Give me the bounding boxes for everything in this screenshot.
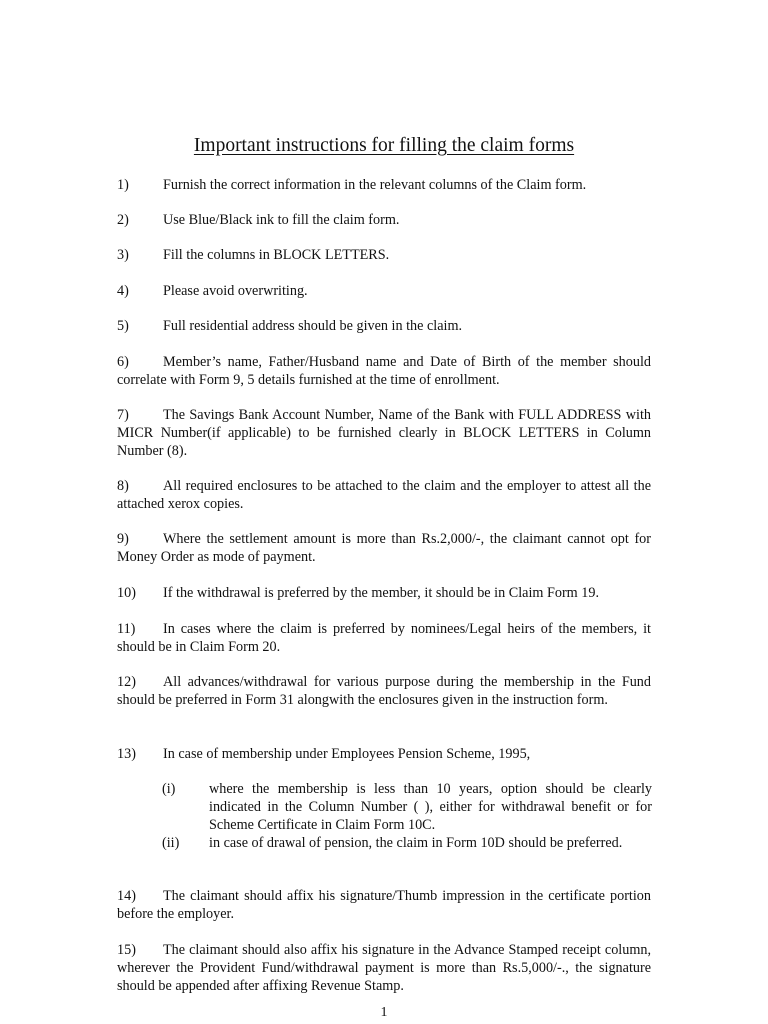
item-text: Full residential address should be given in the claim. bbox=[163, 318, 463, 334]
item-number: 13) bbox=[117, 746, 136, 762]
instruction-item-8 bbox=[117, 477, 651, 513]
page-number: 1 bbox=[380, 1005, 388, 1020]
item-number: 8) bbox=[117, 478, 129, 494]
item-number: 10) bbox=[117, 585, 136, 601]
instruction-item-4 bbox=[117, 282, 651, 300]
page-title bbox=[0, 134, 768, 158]
sub-item-number: (i) bbox=[162, 781, 176, 797]
item-number: 4) bbox=[117, 283, 129, 299]
item-number: 7) bbox=[117, 407, 129, 423]
item-text: Furnish the correct information in the relevant columns of the Claim form. bbox=[163, 177, 587, 193]
item-number: 12) bbox=[117, 674, 136, 690]
item-text: The claimant should affix his signature/Thumb impression in the certificate portion before the employer. bbox=[117, 888, 651, 922]
item-text: Where the settlement amount is more than Rs.2,000/-, the claimant cannot opt for Money Order as mode of payment. bbox=[117, 531, 651, 565]
sub-item-text: where the membership is less than 10 years, option should be clearly indicated in the Column Number ( ), either for withdrawal benefit or for Scheme Certificate in Claim Form 10C. bbox=[209, 781, 652, 833]
instruction-item-11 bbox=[117, 620, 651, 656]
instruction-item-14 bbox=[117, 887, 651, 923]
item-number: 1) bbox=[117, 177, 129, 193]
item-number: 14) bbox=[117, 888, 136, 904]
sub-item-text: in case of drawal of pension, the claim in Form 10D should be preferred. bbox=[209, 835, 623, 851]
item-number: 15) bbox=[117, 942, 136, 958]
item-text: The claimant should also affix his signature in the Advance Stamped receipt column, wherever the Provident Fund/withdrawal payment is more than Rs.5,000/-., the signature should be appended after affixing Revenue Stamp. bbox=[117, 942, 651, 994]
title-text: Important instructions for filling the claim forms bbox=[193, 135, 575, 156]
instruction-item-6 bbox=[117, 353, 651, 389]
item-number: 3) bbox=[117, 247, 129, 263]
item-number: 9) bbox=[117, 531, 129, 547]
item-number: 6) bbox=[117, 354, 129, 370]
sub-item-i bbox=[162, 780, 652, 834]
instruction-item-10 bbox=[117, 584, 651, 602]
item-text: Fill the columns in BLOCK LETTERS. bbox=[163, 247, 390, 263]
instruction-item-12 bbox=[117, 673, 651, 709]
item-text: In cases where the claim is preferred by nominees/Legal heirs of the members, it should be in Claim Form 20. bbox=[117, 621, 651, 655]
instruction-item-3 bbox=[117, 246, 651, 264]
item-number: 2) bbox=[117, 212, 129, 228]
instruction-item-2 bbox=[117, 211, 651, 229]
item-text: The Savings Bank Account Number, Name of the Bank with FULL ADDRESS with MICR Number(if applicable) to be furnished clearly in BLOCK LETTERS in Column Number (8). bbox=[117, 407, 651, 459]
instruction-item-5 bbox=[117, 317, 651, 335]
item-text: All advances/withdrawal for various purpose during the membership in the Fund should be preferred in Form 31 alongwith the enclosures given in the instruction form. bbox=[117, 674, 651, 708]
instruction-item-1 bbox=[117, 176, 651, 194]
item-text: All required enclosures to be attached to the claim and the employer to attest all the attached xerox copies. bbox=[117, 478, 651, 512]
item-text: Use Blue/Black ink to fill the claim form. bbox=[163, 212, 400, 228]
item-number: 5) bbox=[117, 318, 129, 334]
instruction-item-9 bbox=[117, 530, 651, 566]
instruction-item-7 bbox=[117, 406, 651, 460]
item-number: 11) bbox=[117, 621, 136, 637]
item-text: In case of membership under Employees Pension Scheme, 1995, bbox=[163, 746, 531, 762]
item-text: Please avoid overwriting. bbox=[163, 283, 308, 299]
instruction-item-13 bbox=[117, 745, 651, 763]
instruction-item-15 bbox=[117, 941, 651, 995]
sub-item-ii bbox=[162, 834, 652, 852]
sub-item-number: (ii) bbox=[162, 835, 180, 851]
item-text: Member’s name, Father/Husband name and Date of Birth of the member should correlate with Form 9, 5 details furnished at the time of enrollment. bbox=[117, 354, 651, 388]
item-text: If the withdrawal is preferred by the member, it should be in Claim Form 19. bbox=[163, 585, 599, 601]
